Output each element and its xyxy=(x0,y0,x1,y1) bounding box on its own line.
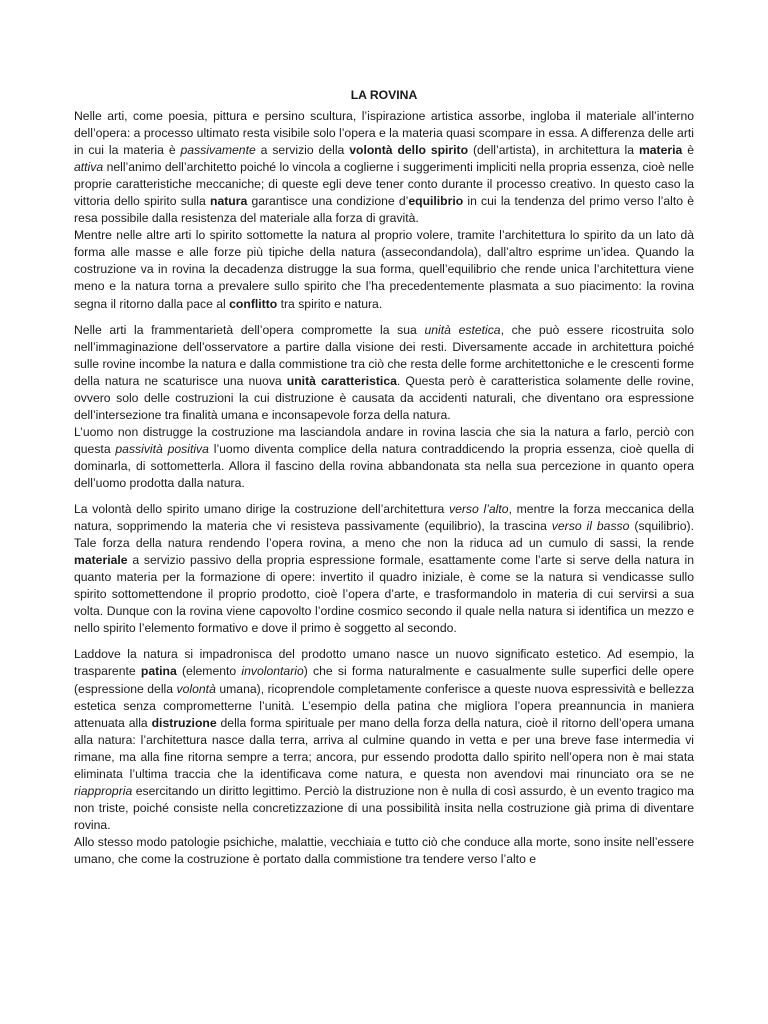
text-segment: (elemento xyxy=(176,664,242,679)
text-segment: ) che si forma naturalmente e casualmente sulle superfici delle opere (espressione della xyxy=(74,664,694,696)
bold-text: materiale xyxy=(74,553,128,568)
bold-text: natura xyxy=(210,194,248,209)
paragraph xyxy=(74,646,694,834)
text-segment: garantisce una condizione d’ xyxy=(247,194,409,209)
italic-text: riappropria xyxy=(74,783,133,798)
italic-text: verso l’alto xyxy=(448,502,509,517)
text-segment: umana), ricoprendole completamente conferisce a queste nuova espressività e bellezza estetica senza comprometterne l’unità. L’esempio della patina che migliora l’opera preannuncia in maniera attenuata alla xyxy=(74,681,695,730)
italic-text: unità estetica xyxy=(424,322,501,337)
text-segment: a servizio passivo della propria espressione formale, esattamente come l’arte si serve della natura in quanto materia per la formazione di opere: invertito il quadro iniziale, è come se la natura si vendicasse sullo spirito sottomettendone il proprio prodotto, cioè l’opera d’arte, e trasformandolo in materia di cui servirsi a sua volta. Dunque con la rovina viene capovolto l’ordine cosmico secondo il quale nella natura si identifica un mezzo e nello spirito l’elemento formativo e dove il primo è soggetto al secondo. xyxy=(74,553,694,636)
text-segment: . Questa però è caratteristica solamente delle rovine, ovvero solo delle costruzioni la cui distruzione è causata da accidenti naturali, che diventano ora espressione dell’intersezione tra finalità umana e inconsapevole forza della natura. xyxy=(74,373,694,422)
bold-text: unità caratteristica xyxy=(286,373,397,388)
paragraph xyxy=(74,834,694,868)
text-segment: tra spirito e natura. xyxy=(277,296,383,311)
text-segment: a servizio della xyxy=(255,143,350,158)
paragraph xyxy=(74,501,694,637)
bold-text: conflitto xyxy=(229,296,278,311)
document-title: LA ROVINA xyxy=(350,88,418,102)
paragraph xyxy=(74,227,694,312)
italic-text: attiva xyxy=(74,160,104,175)
italic-text: passivamente xyxy=(180,143,256,158)
text-segment: Laddove la natura si impadronisca del prodotto umano nasce un nuovo significato estetico. Ad esempio, la trasparente xyxy=(74,647,694,679)
text-segment: La volontà dello spirito umano dirige la costruzione dell’architettura xyxy=(74,502,449,517)
bold-text: distruzione xyxy=(151,715,217,730)
paragraph xyxy=(74,322,694,424)
italic-text: passività positiva xyxy=(115,441,209,456)
text-segment: in cui la tendenza del primo verso l’alto è resa possibile dalla resistenza del materiale alla forza di gravità. xyxy=(74,194,695,226)
text-segment: L’uomo non distrugge la costruzione ma lasciandola andare in rovina lascia che sia la natura a farlo, perciò con questa xyxy=(74,424,694,456)
text-segment: Mentre nelle altre arti lo spirito sottomette la natura al proprio volere, tramite l’architettura lo spirito da un lato dà forma alle masse e alle forze più tipiche della natura (assecondandola), dall’altro esprime un’idea. Quando la costruzione va in rovina la decadenza distrugge la sua forma, quell’equilibrio che rende unica l’architettura viene meno e la natura torna a prevalere sullo spirito che l’ha precedentemente plasmata a suo piacimento: la rovina segna il ritorno dalla pace al xyxy=(74,228,694,311)
text-segment: della forma spirituale per mano della forza della natura, cioè il ritorno dell’opera umana alla natura: l’architettura nasce dalla terra, arriva al culmine quando in vetta e per una breve fase intermedia vi rimane, ma alla fine ritorna sempre a terra; ancora, pur essendo prodotta dallo spirito nell’opera non è mai stata eliminata l’ultima traccia che la identificava come natura, e questa non avendovi mai rinunciato ora se ne xyxy=(74,715,694,781)
bold-text: patina xyxy=(140,664,177,679)
text-segment: Nelle arti la frammentarietà dell’opera compromette la sua xyxy=(74,322,425,337)
text-segment: nell’animo dell’architetto poiché lo vincola a coglierne i suggerimenti impliciti nella propria essenza, cioè nelle proprie caratteristiche meccaniche; di queste egli deve tener conto durante il processo creativo. In questo caso la vittoria dello spirito sulla xyxy=(74,160,694,209)
paragraph xyxy=(74,108,694,227)
text-segment: è xyxy=(682,143,694,158)
bold-text: materia xyxy=(638,143,683,158)
italic-text: volontà xyxy=(176,681,216,696)
text-segment: Nelle arti, come poesia, pittura e persino scultura, l’ispirazione artistica assorbe, ingloba il materiale all’interno dell’opera: a processo ultimato resta visibile solo l’opera e la materia quasi scompare in essa. A differenza delle arti in cui la materia è xyxy=(74,109,694,158)
italic-text: involontario xyxy=(241,664,304,679)
text-segment: , mentre la forza meccanica della natura, sopprimendo la materia che vi resisteva passivamente (equilibrio), la trascina xyxy=(74,502,694,534)
bold-text: equilibrio xyxy=(408,194,464,209)
text-segment: , che può essere ricostruita solo nell’immaginazione dell’osservatore a partire dalla visione dei resti. Diversamente accade in architettura poiché sulle rovine incombe la natura e dalla commistione tra ciò che resta delle forme architettoniche e le crescenti forme della natura ne scaturisce una nuova xyxy=(74,322,694,388)
bold-text: volontà dello spirito xyxy=(349,143,469,158)
text-segment: (squilibrio). Tale forza della natura rendendo l’opera rovina, a meno che non la riduca ad un cumulo di sassi, la rende xyxy=(74,519,694,551)
italic-text: verso il basso xyxy=(551,519,630,534)
text-segment: (dell’artista), in architettura la xyxy=(468,143,639,158)
text-segment: esercitando un diritto legittimo. Perciò la distruzione non è nulla di così assurdo, è un evento tragico ma non triste, poiché consiste nella concretizzazione di una possibilità insita nella costruzione già prima di diventare rovina. xyxy=(74,783,694,832)
text-segment: l’uomo diventa complice della natura contraddicendo la propria essenza, cioè quella di dominarla, di sottometterla. Allora il fascino della rovina abbandonata sta nella sua percezione in quanto opera dell’uomo prodotta dalla natura. xyxy=(74,441,694,490)
paragraph xyxy=(74,424,694,492)
text-segment: Allo stesso modo patologie psichiche, malattie, vecchiaia e tutto ciò che conduce alla morte, sono insite nell’essere umano, che come la costruzione è portato dalla commistione tra tendere verso l’alto e xyxy=(74,834,694,866)
document-body xyxy=(74,108,694,868)
